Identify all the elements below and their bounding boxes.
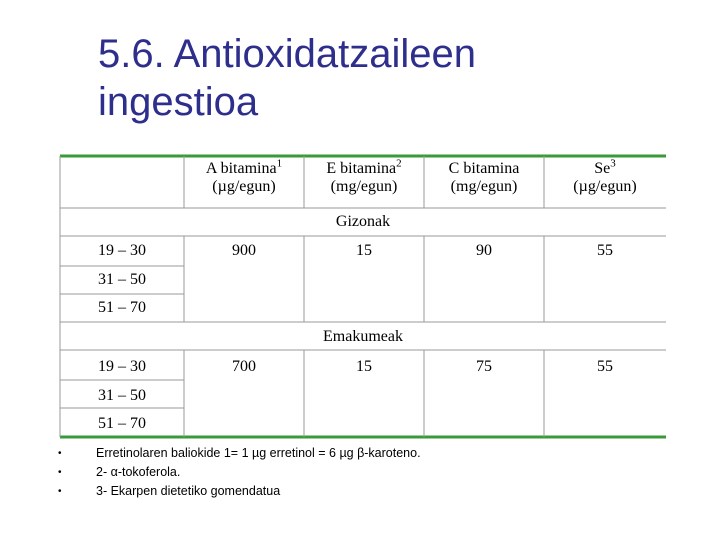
- value-cell: 90: [476, 242, 492, 259]
- bullet-icon: •: [58, 486, 62, 497]
- footnote-text: 3- Ekarpen dietetiko gomendatua: [96, 484, 281, 498]
- footnote-text: Erretinolaren baliokide 1= 1 µg erretinol = 6 µg β-karoteno.: [96, 446, 421, 460]
- section-label-gizonak: Gizonak: [335, 213, 391, 230]
- value-cell: 700: [232, 358, 256, 375]
- section-label-emakumeak: Emakumeak: [323, 328, 403, 345]
- header-se: Se$^3$ (µg/egun): [573, 157, 637, 195]
- age-cell: 51 – 70: [98, 415, 146, 432]
- title-line-2: ingestioa: [98, 80, 259, 124]
- age-cell: 31 – 50: [98, 387, 146, 404]
- value-cell: 15: [356, 242, 372, 259]
- age-cell: 19 – 30: [98, 358, 146, 375]
- value-cell: 75: [476, 358, 492, 375]
- age-cell: 19 – 30: [98, 242, 146, 259]
- value-cell: 15: [356, 358, 372, 375]
- header-e-bitamina: E bitamina$^2$ (mg/egun): [326, 157, 402, 195]
- value-cell: 55: [597, 242, 613, 259]
- age-cell: 51 – 70: [98, 299, 146, 316]
- bullet-icon: •: [58, 467, 62, 478]
- age-cell: 31 – 50: [98, 271, 146, 288]
- value-cell: 900: [232, 242, 256, 259]
- footnote-text: 2- α-tokoferola.: [96, 465, 181, 479]
- value-cell: 55: [597, 358, 613, 375]
- header-a-bitamina: A bitamina$^1$ (µg/egun): [205, 157, 283, 195]
- bullet-icon: •: [58, 448, 62, 459]
- title-line-1: 5.6. Antioxidatzaileen: [98, 32, 477, 76]
- header-c-bitamina: C bitamina (mg/egun): [448, 160, 520, 195]
